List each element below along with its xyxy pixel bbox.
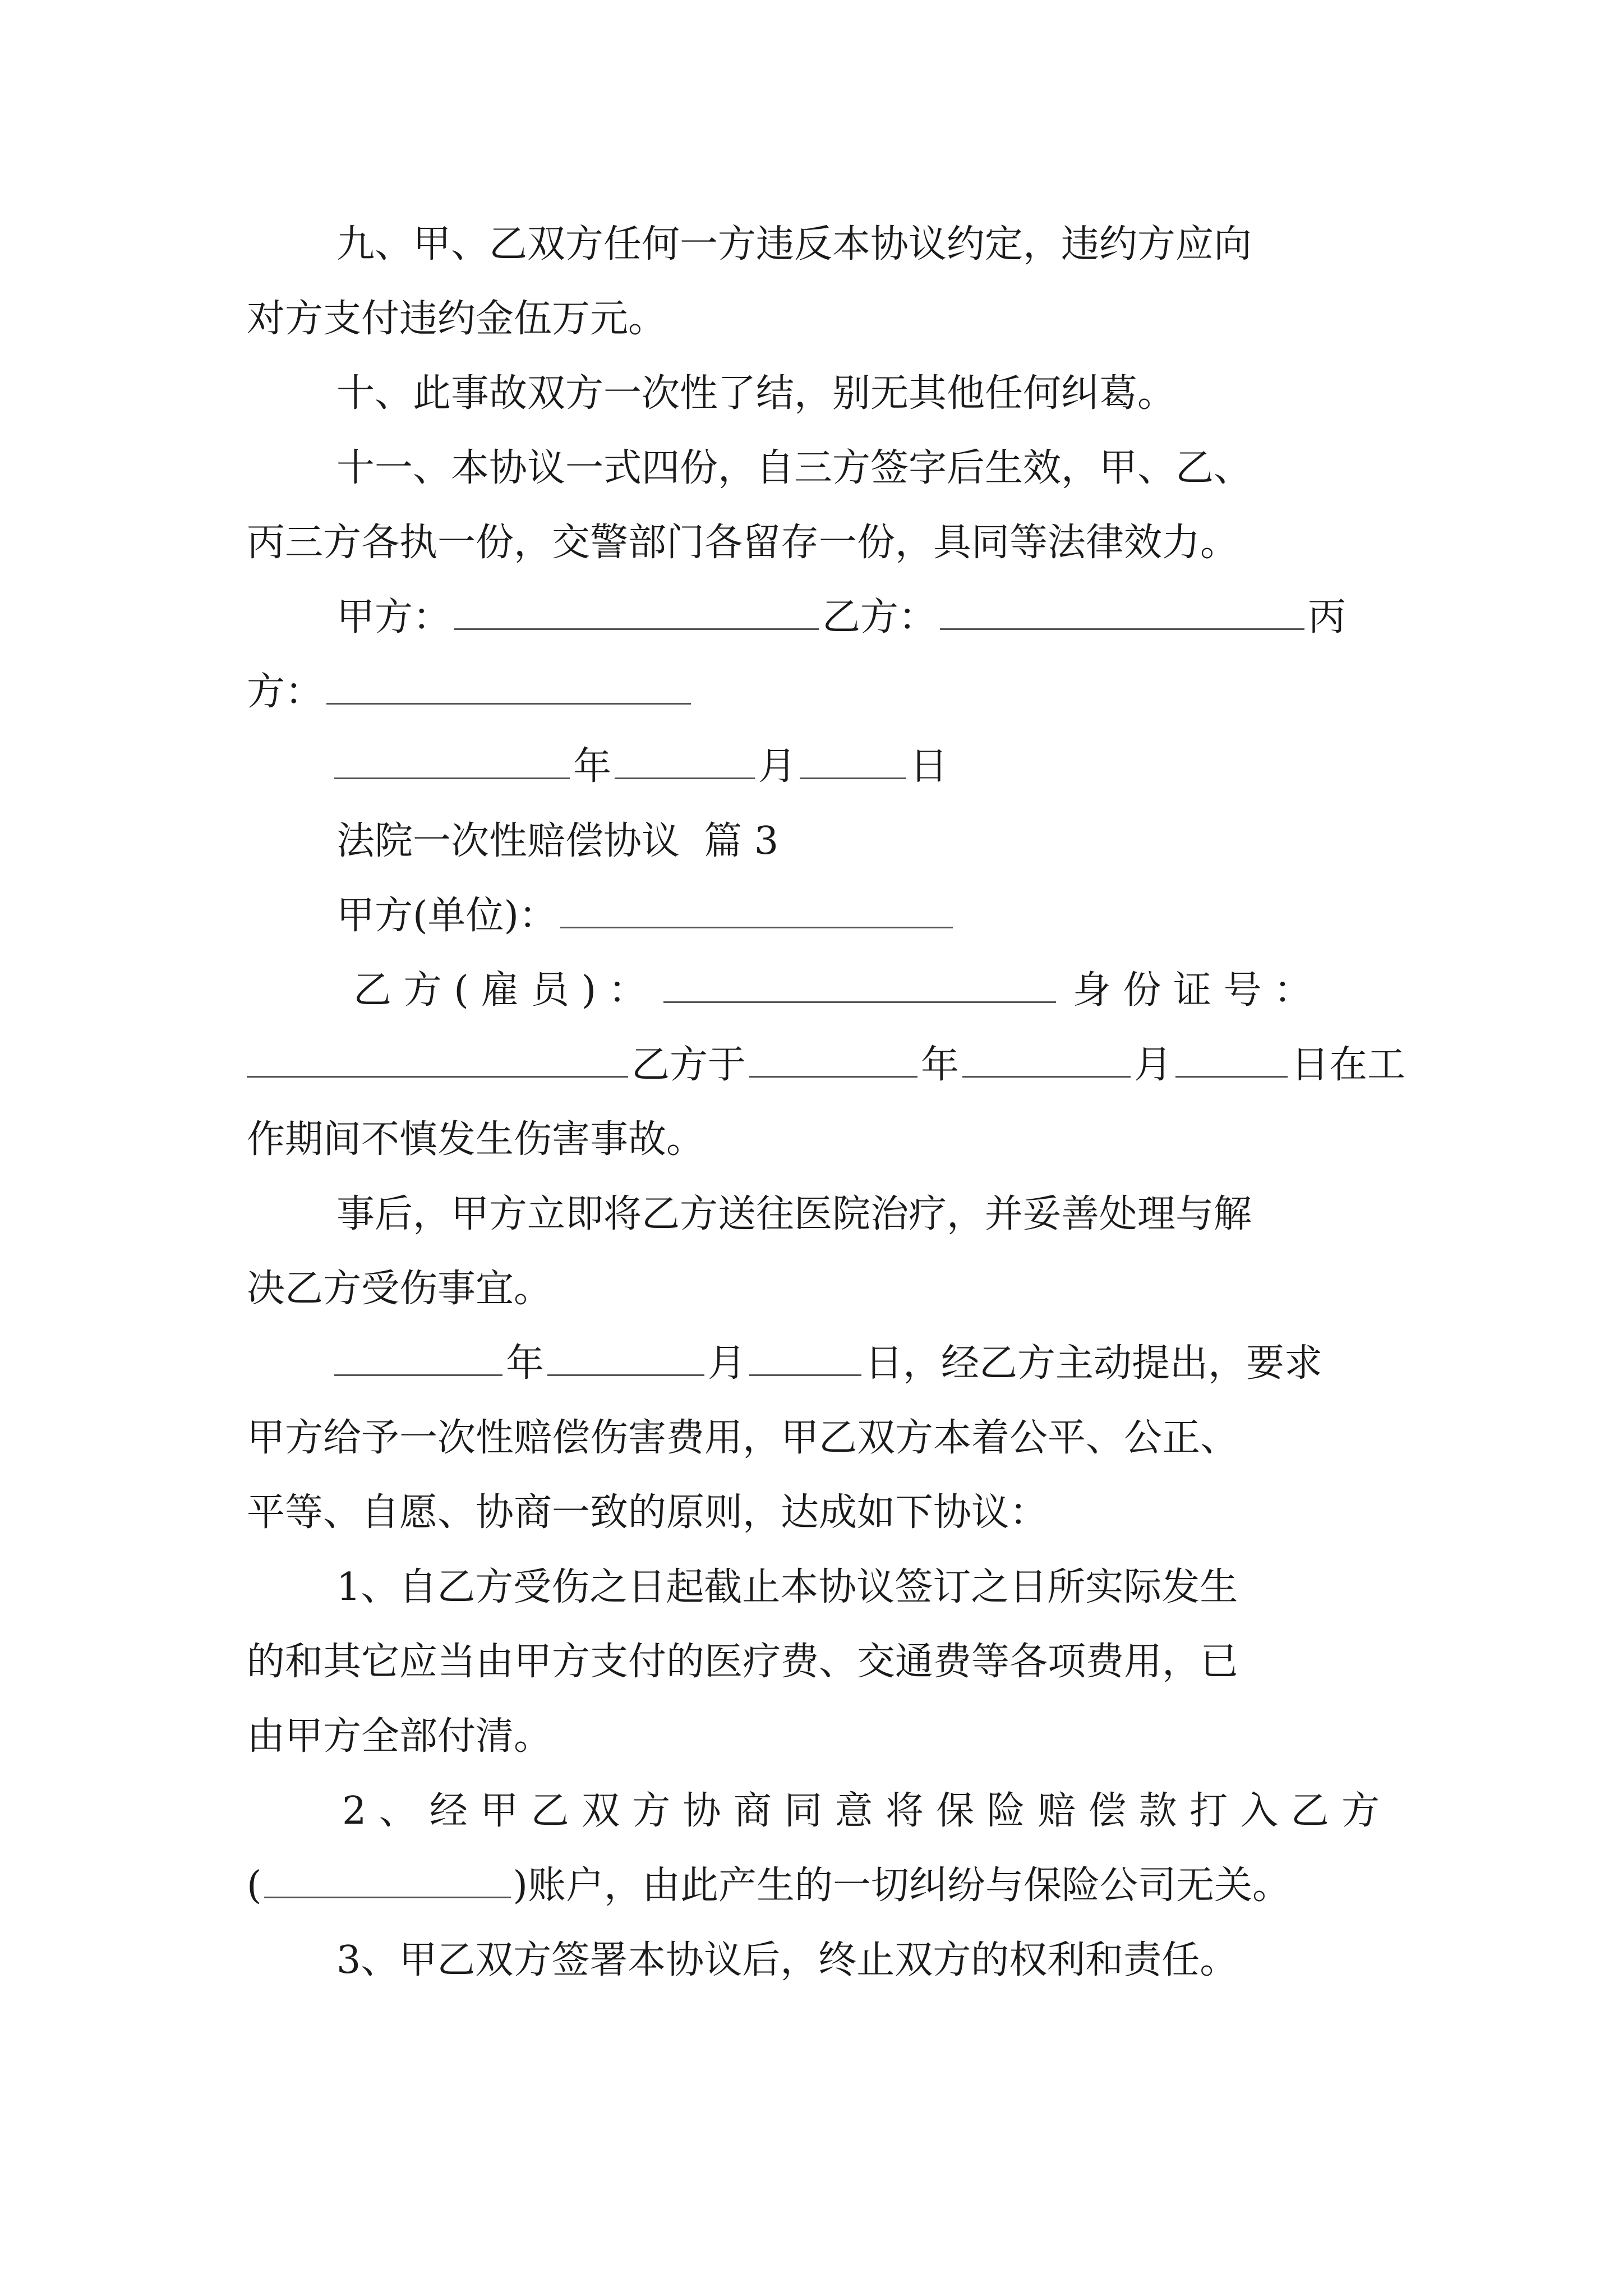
clause-10: 十、此事故双方一次性了结，别无其他任何纠葛。: [336, 371, 1176, 416]
after-line-1: 事后，甲方立即将乙方送往医院治疗，并妥善处理与解: [336, 1192, 1252, 1236]
party-a-sign-label: 甲方：: [336, 595, 451, 639]
request-year-label: 年: [506, 1341, 545, 1386]
injury-month-blank: [962, 1041, 1131, 1078]
request-line-3: 平等、自愿、协商一致的原则，达成如下协议：: [247, 1490, 1048, 1535]
section-number: 篇 3: [704, 819, 779, 863]
injury-prefix: 乙方于: [631, 1043, 746, 1087]
party-a-unit-line: [336, 888, 1380, 944]
injury-year-blank: [749, 1041, 917, 1078]
date-month-blank: [615, 743, 755, 779]
date-day-blank: [800, 743, 906, 779]
section-title: 法院一次性赔偿协议: [336, 819, 680, 863]
injury-line-1: [247, 1037, 1406, 1093]
injury-year-label: 年: [921, 1043, 960, 1087]
item-2-line-2: [247, 1858, 1380, 1914]
signature-line: [336, 590, 1380, 646]
item-2-rest: )账户，由此产生的一切纠纷与保险公司无关。: [513, 1864, 1291, 1908]
item-3: 3、甲乙双方签署本协议后，终止双方的权利和责任。: [336, 1938, 1238, 1982]
after-line-2: 决乙方受伤事宜。: [247, 1267, 552, 1311]
party-b-sign-label: 乙方：: [822, 595, 937, 639]
party-b-sign-blank: [940, 593, 1304, 630]
party-c-sign-label-2: 方：: [247, 670, 324, 714]
item-1-line-1: 1、自乙方受伤之日起截止本协议签订之日所实际发生: [336, 1565, 1238, 1609]
injury-day-blank: [1175, 1041, 1288, 1078]
account-blank: [264, 1862, 511, 1898]
request-suffix: 日，经乙方主动提出，要求: [865, 1341, 1323, 1386]
party-b-employee-label: 乙 方 ( 雇 员 ) ：: [353, 968, 647, 1013]
injury-month-label: 月: [1134, 1043, 1173, 1087]
party-c-sign-blank: [326, 668, 691, 705]
injury-line-2: 作期间不慎发生伤害事故。: [247, 1117, 705, 1162]
date-year-label: 年: [573, 744, 612, 789]
item-1-line-2: 的和其它应当由甲方支付的医疗费、交通费等各项费用，已: [247, 1640, 1239, 1684]
party-c-sign-label-1: 丙: [1308, 595, 1347, 639]
request-day-blank: [749, 1340, 861, 1376]
request-month-label: 月: [708, 1341, 746, 1386]
date-line: [331, 739, 1464, 795]
signature-line-2: [247, 664, 1380, 720]
item-2-open-paren: (: [247, 1864, 262, 1908]
party-a-unit-label: 甲方(单位)：: [336, 894, 557, 938]
item-2-line-1: 2、经甲乙双方协商同意将保险赔偿款打入乙方: [342, 1789, 1380, 1833]
party-a-unit-blank: [560, 892, 953, 928]
date-month-label: 月: [758, 744, 797, 789]
request-year-blank: [334, 1340, 502, 1376]
request-line-2: 甲方给予一次性赔偿伤害费用，甲乙双方本着公平、公正、: [247, 1416, 1239, 1460]
request-line-1: [331, 1336, 1464, 1392]
clause-11-line-2: 丙三方各执一份，交警部门各留存一份，具同等法律效力。: [247, 521, 1239, 565]
section-heading: [336, 813, 1380, 869]
date-day-label: 日: [910, 744, 948, 789]
clause-9-line-2: 对方支付违约金伍万元。: [247, 297, 667, 341]
id-number-blank: [247, 1041, 628, 1078]
request-month-blank: [547, 1340, 704, 1376]
party-b-employee-blank: [663, 967, 1056, 1003]
party-b-employee-line: [353, 963, 1380, 1019]
id-number-label: 身 份 证 号 ：: [1072, 968, 1312, 1013]
date-year-blank: [334, 743, 570, 779]
clause-11-line-1: 十一、本协议一式四份，自三方签字后生效，甲、乙、: [336, 446, 1252, 490]
party-a-sign-blank: [454, 593, 819, 630]
clause-9-line-1: 九、甲、乙双方任何一方违反本协议约定，违约方应向: [336, 222, 1252, 266]
item-1-line-3: 由甲方全部付清。: [247, 1714, 552, 1759]
injury-suffix: 日在工: [1291, 1043, 1406, 1087]
